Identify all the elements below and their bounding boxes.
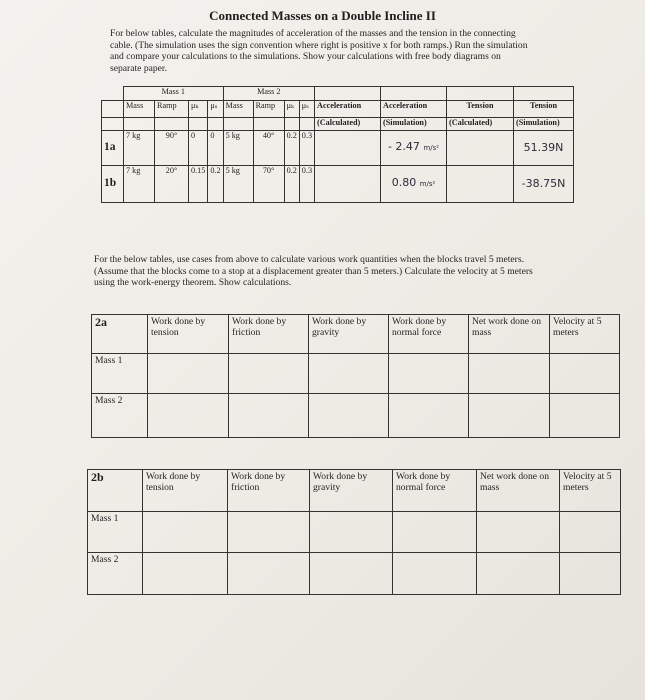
m2-mass-header: Mass [223, 101, 253, 118]
header-net-work: Net work done on mass [477, 470, 560, 512]
instructions-part-1: For below tables, calculate the magnitudes of acceleration of the masses and the tension in the connecting cable. (The simulation uses the sign convention where right is positive x for both ramps.) Run the simulation and compare your calculations to the simulations. Show your calculations with free body diagrams on separate paper. [110, 28, 528, 74]
case-label: 1b [102, 166, 124, 203]
cell-tension-calc [447, 131, 514, 166]
m1-mass-header: Mass [124, 101, 155, 118]
table-row [92, 394, 620, 438]
cell-accel-calc [315, 166, 381, 203]
cell-tension-calc [447, 166, 514, 203]
m1-mu-s-header: μₛ [208, 101, 223, 118]
cell-m2-ramp: 40° [253, 131, 284, 166]
row-label: Mass 2 [88, 553, 143, 595]
m1-mu-k-header: μₖ [189, 101, 208, 118]
m2-mu-s-header: μₛ [299, 101, 314, 118]
handwritten-value: 0.80 [391, 176, 417, 190]
accel-calc-subheader: (Calculated) [315, 118, 381, 131]
cell-m1-mu-k: 0 [189, 131, 208, 166]
header-work-tension: Work done by tension [148, 315, 229, 354]
header-velocity: Velocity at 5 meters [560, 470, 621, 512]
table-row [102, 166, 574, 203]
tension-calc-subheader: (Calculated) [447, 118, 514, 131]
acceleration-tension-table [101, 86, 574, 203]
header-work-gravity: Work done by gravity [309, 315, 389, 354]
cell-m2-mu-k: 0.2 [284, 166, 299, 203]
m1-ramp-header: Ramp [155, 101, 189, 118]
instructions-part-2: For the below tables, use cases from above to calculate various work quantities when the blocks travel 5 meters. (Assume that the blocks come to a stop at a displacement greater than 5 meters.) Calculate the velocity at 5 meters using the work-energy theorem. Show calculations. [94, 254, 533, 288]
accel-sim-header: Acceleration [381, 101, 447, 118]
cell-m1-ramp: 20° [155, 166, 189, 203]
table-label: 2b [88, 470, 143, 512]
cell-tension-sim: -38.75N [514, 166, 574, 203]
cell-m2-mu-k: 0.2 [284, 131, 299, 166]
tension-calc-header: Tension [447, 101, 514, 118]
header-velocity: Velocity at 5 meters [550, 315, 620, 354]
work-table-2a [91, 314, 620, 438]
cell-m2-mass: 5 kg [223, 131, 253, 166]
handwritten-value: - 2.47 [387, 140, 420, 154]
case-label: 1a [102, 131, 124, 166]
table-row [92, 354, 620, 394]
header-work-friction: Work done by friction [229, 315, 309, 354]
table-row [102, 131, 574, 166]
cell-tension-sim: 51.39N [514, 131, 574, 166]
cell-m1-mu-s: 0.2 [208, 166, 223, 203]
page-title: Connected Masses on a Double Incline II [209, 8, 436, 23]
m2-ramp-header: Ramp [253, 101, 284, 118]
cell-m1-mu-k: 0.15 [189, 166, 208, 203]
mass-1-group-header: Mass 1 [124, 87, 224, 101]
cell-accel-calc [315, 131, 381, 166]
table-row [88, 553, 621, 595]
row-label: Mass 1 [88, 512, 143, 553]
cell-m1-mass: 7 kg [124, 131, 155, 166]
work-table-2b [87, 469, 621, 595]
header-work-gravity: Work done by gravity [310, 470, 393, 512]
cell-m2-mu-s: 0.3 [299, 131, 314, 166]
cell-accel-sim [381, 131, 447, 166]
cell-m1-ramp: 90° [155, 131, 189, 166]
header-net-work: Net work done on mass [469, 315, 550, 354]
cell-m1-mu-s: 0 [208, 131, 223, 166]
mass-2-group-header: Mass 2 [223, 87, 314, 101]
m2-mu-k-header: μₖ [284, 101, 299, 118]
header-work-normal: Work done by normal force [389, 315, 469, 354]
tension-sim-header: Tension [514, 101, 574, 118]
handwritten-unit: m/s² [419, 180, 436, 189]
cell-m2-ramp: 70° [253, 166, 284, 203]
cell-m2-mass: 5 kg [223, 166, 253, 203]
header-work-normal: Work done by normal force [393, 470, 477, 512]
row-label: Mass 1 [92, 354, 148, 394]
header-work-friction: Work done by friction [228, 470, 310, 512]
handwritten-unit: m/s² [423, 144, 440, 153]
accel-calc-header: Acceleration [315, 101, 381, 118]
cell-m1-mass: 7 kg [124, 166, 155, 203]
cell-m2-mu-s: 0.3 [299, 166, 314, 203]
header-work-tension: Work done by tension [143, 470, 228, 512]
table-row [88, 512, 621, 553]
cell-accel-sim [381, 166, 447, 203]
table-label: 2a [92, 315, 148, 354]
accel-sim-subheader: (Simulation) [381, 118, 447, 131]
row-label: Mass 2 [92, 394, 148, 438]
tension-sim-subheader: (Simulation) [514, 118, 574, 131]
